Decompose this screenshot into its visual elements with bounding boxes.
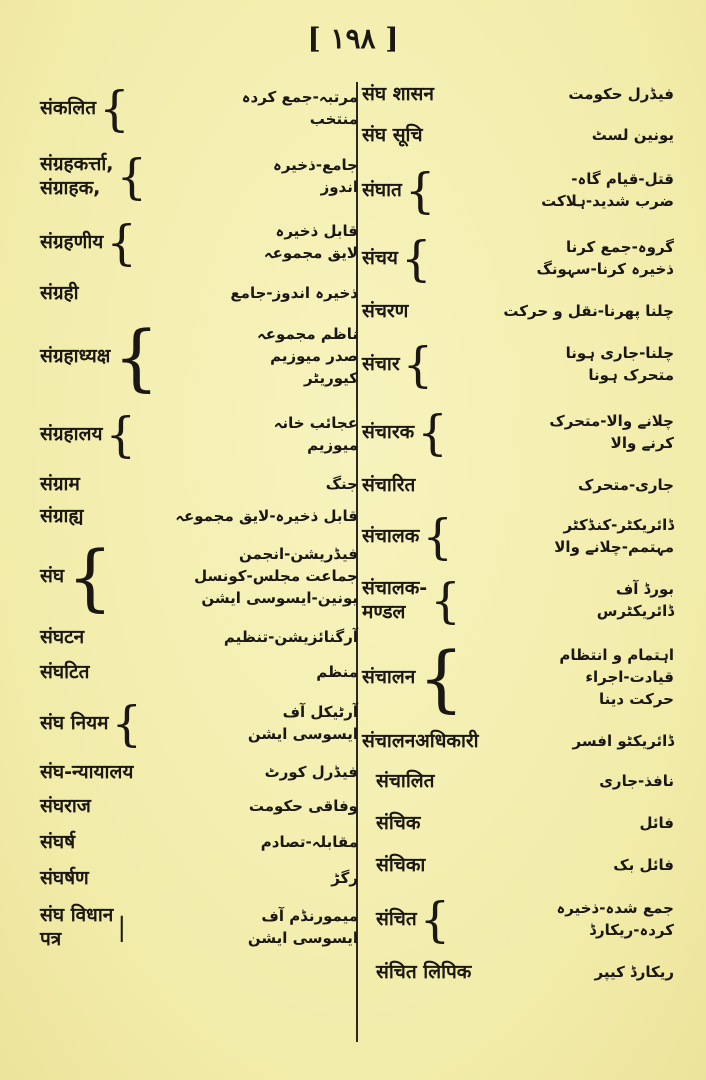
brace: { [404,163,436,219]
brace: { [400,231,432,287]
entry [362,160,674,222]
definition: مرتبہ-جمع کردہ منتخب [241,88,358,128]
right-column [362,78,674,996]
headword: संचार [362,353,400,376]
headword: संचित [376,908,417,931]
entry [362,764,674,800]
entry [362,296,674,328]
entry [40,792,358,822]
headword: संघर्ष [40,831,76,854]
brace: { [422,509,453,565]
definition: چلانے والا-متحرک کرنے والا [549,412,674,452]
definition: یونین لسٹ [591,126,674,145]
entry [362,636,674,720]
entry [40,864,358,894]
entry [362,334,674,396]
entry [40,760,358,786]
brace: { [106,215,137,271]
entry [40,316,358,398]
definition: چلنا پھرنا-نقل و حرکت [503,302,674,321]
headword: संचालनअधिकारी [362,730,479,753]
entry [362,726,674,758]
entry [362,118,674,154]
left-column [40,78,358,962]
definition: فیڈریشن-انجمن جماعت مجلس-کونسل یونین-ایسوسی ایشن [194,545,358,607]
headword: संग्रहणीय [40,231,104,254]
headword: संचालक [362,525,420,548]
entry [40,828,358,858]
headword: संघ विधान पत्र [40,904,114,950]
definition: وفاقی حکومت [248,797,358,816]
definition: ڈائریکٹو افسر [572,732,674,751]
entry [40,404,358,466]
headword: संघ [40,565,65,588]
definition: آرگنائزیشن-تنظیم [223,628,358,647]
headword: संघ सूचि [362,124,423,147]
entry [40,278,358,310]
headword: संग्रहाध्यक्ष [40,345,111,368]
entry [40,536,358,618]
headword: संकलित [40,97,97,120]
definition: اہتمام و انتظام قیادت-اجراء حرکت دینا [559,646,674,708]
headword: संग्रही [40,282,79,305]
definition: ذخیرہ اندوز-جامع [230,284,358,303]
headword: संघ नियम [40,712,109,735]
definition: مقابلہ-تصادم [260,833,358,852]
headword: संघटित [40,661,90,684]
headword: संघ-न्यायालय [40,761,134,784]
definition: قتل-قیام گاہ- ضرب شدید-ہلاکت [541,170,674,210]
headword: संघ शासन [362,83,434,106]
entry [40,78,358,140]
entry [40,624,358,652]
headword: संचालक- मण्डल [362,577,428,623]
entry [40,146,358,208]
definition: قابل ذخیرہ-لایق مجموعہ [175,507,358,526]
brace: { [418,636,465,720]
headword: संचिका [376,854,426,877]
headword: संचालित [376,770,435,793]
definition: میمورنڈم آف ایسوسی ایشن [247,907,358,947]
definition: جنگ [325,475,358,494]
brace: | [117,913,127,943]
definition: فائل بک [613,856,674,875]
headword: संग्रहकर्त्ता, संग्राहक, [40,153,114,199]
definition: جاری-متحرک [578,476,674,495]
entry [40,472,358,498]
headword: संचारित [362,474,416,497]
headword: संग्राह्य [40,505,84,528]
entry [40,658,358,688]
headword: संचालन [362,666,416,689]
brace: { [430,573,461,629]
entry [40,504,358,530]
definition: گروہ-جمع کرنا ذخیرہ کرنا-سہونگ [536,238,674,278]
headword: संचय [362,247,398,270]
definition: ڈائریکٹر-کنڈکٹر مہتمم-چلانے والا [554,516,674,556]
headword: संघराज [40,795,91,818]
entry [40,694,358,754]
entry [40,214,358,272]
definition: جامع-ذخیرہ اندوز [273,156,358,196]
definition: منظم [316,663,358,682]
brace: { [402,337,434,393]
definition: رگڑ [331,869,358,888]
headword: संघात [362,179,402,202]
entry [362,572,674,630]
entry [362,402,674,464]
entry [362,890,674,950]
definition: جمع شدہ-ذخیرہ کردہ-ریکارڈ [556,899,674,939]
entry [362,78,674,112]
definition: عجائب خانہ میوزیم [273,414,358,454]
brace: { [419,892,451,948]
entry [362,228,674,290]
headword: संघटन [40,626,85,649]
brace: { [99,81,130,137]
entry [40,900,358,956]
brace: { [105,407,137,463]
definition: آرٹیکل آف ایسوسی ایشن [247,703,358,743]
brace: { [417,405,448,461]
headword: संचित लिपिक [376,961,472,984]
headword: संचरण [362,300,409,323]
brace: { [116,149,148,205]
definition: ریکارڈ کیپر [594,963,674,982]
headword: संचारक [362,421,415,444]
entry [362,956,674,990]
definition: فیڈرل حکومت [568,85,674,104]
definition: نافذ-جاری [599,772,674,791]
headword: संचिक [376,812,421,835]
headword: संघर्षण [40,867,89,890]
entry [362,508,674,566]
entry [362,848,674,884]
definition: ناظم مجموعہ صدر میوزیم کیوریٹر [257,325,358,387]
brace: { [111,696,143,752]
headword: संग्राम [40,473,80,496]
definition: قابل ذخیرہ لایق مجموعہ [263,222,358,262]
entry [362,806,674,842]
definition: بورڈ آف ڈائریکٹرس [596,580,674,620]
entry [362,470,674,502]
brace: { [113,315,160,399]
definition: فائل [639,814,674,833]
definition: چلنا-جاری ہونا متحرک ہونا [565,344,674,384]
brace: { [67,535,113,619]
definition: فیڈرل کورٹ [264,763,358,782]
page-number: [ ۱۹۸ ] [307,22,399,55]
headword: संग्रहालय [40,423,103,446]
